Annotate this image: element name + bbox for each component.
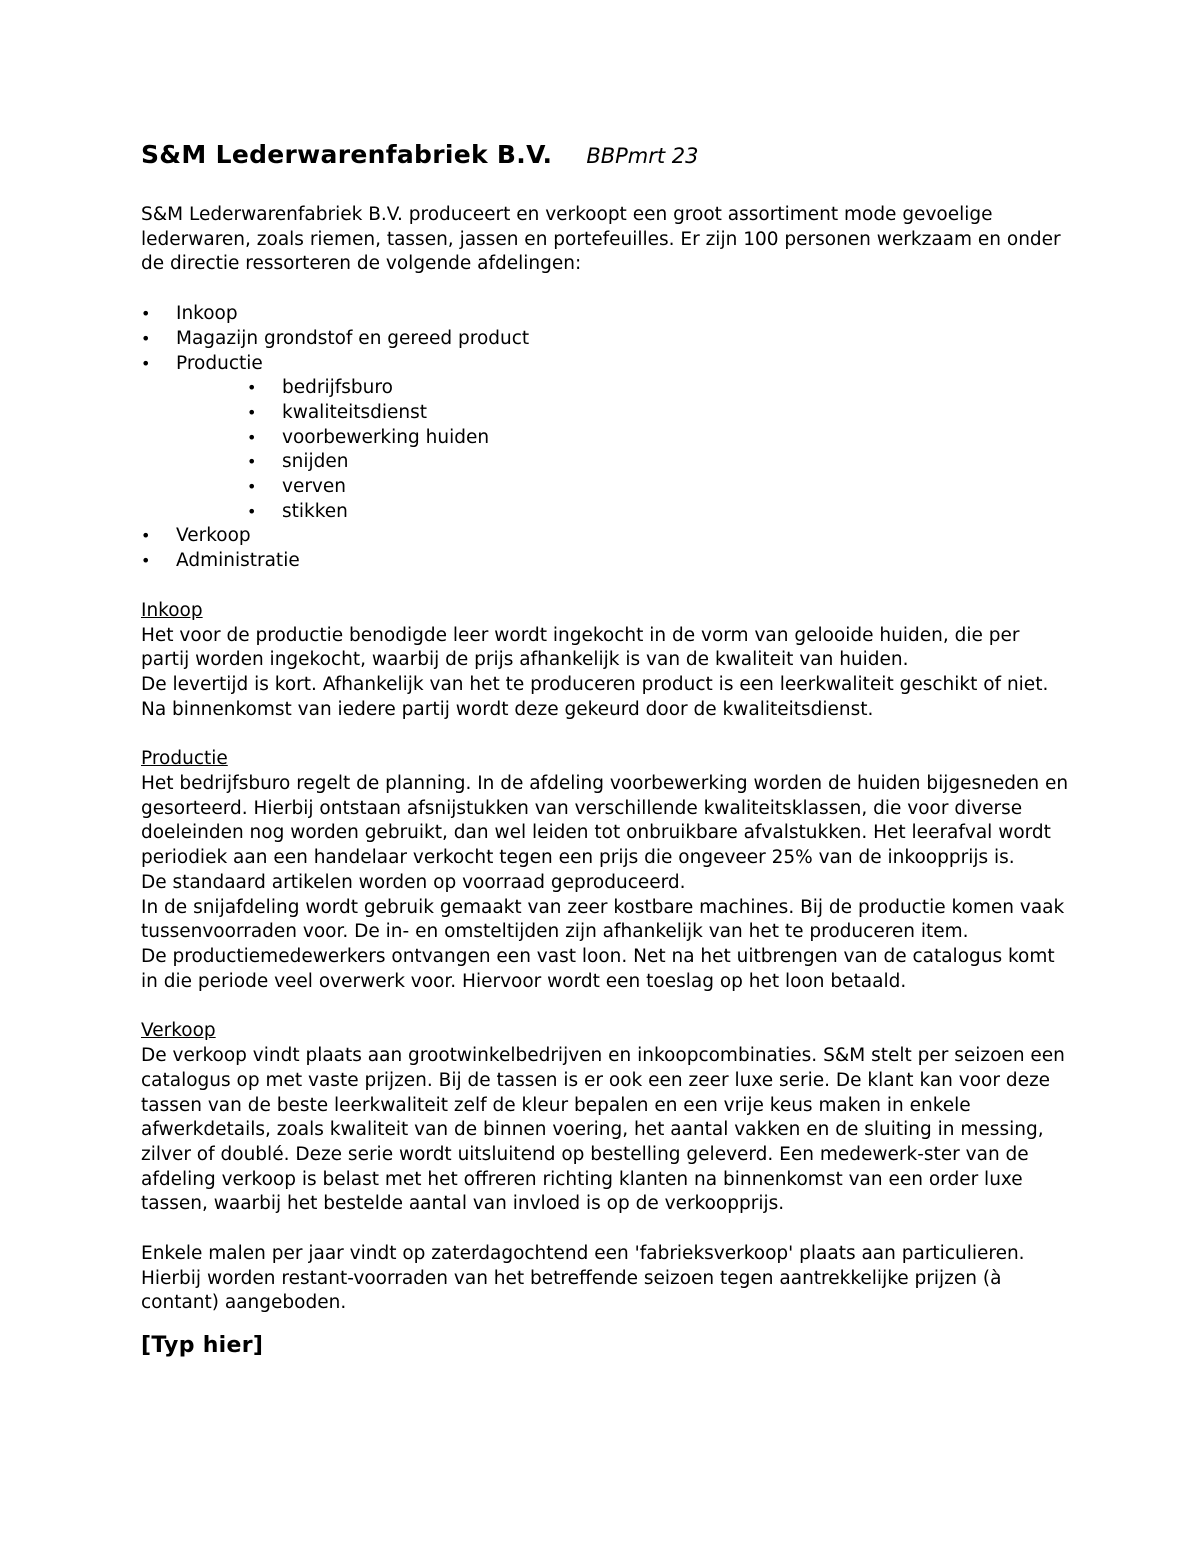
bullet-icon: • [247, 452, 257, 472]
sub-list-item [176, 401, 1071, 426]
document-page [141, 140, 1071, 1359]
paragraph: De verkoop vindt plaats aan grootwinkelbedrijven en inkoopcombinaties. S&M stelt per seizoen een catalogus op met vaste prijzen. Bij de tassen is er ook een zeer luxe serie. De klant kan voor deze tassen van de beste leerkwaliteit zelf de kleur bepalen en een vrije keus maken in enkele afwerkdetails, zoals kwaliteit van de binnen voering, het aantal vakken en de sluiting in messing, zilver of doublé. Deze serie wordt uitsluitend op bestelling geleverd. Een medewerk-ster van de afdeling verkoop is belast met het offreren richting klanten na binnenkomst van een order luxe tassen, waarbij het bestelde aantal van invloed is op de verkoopprijs. [141, 1045, 1065, 1215]
paragraph: De levertijd is kort. Afhankelijk van het te produceren product is een leerkwaliteit geschikt of niet. Na binnenkomst van iedere partij wordt deze gekeurd door de kwaliteitsdienst. [141, 673, 1049, 720]
bullet-icon: • [247, 378, 257, 398]
department-label: Administratie [176, 550, 300, 572]
bullet-icon: • [141, 551, 151, 571]
department-label: Magazijn grondstof en gereed product [176, 327, 530, 349]
bullet-icon: • [141, 304, 151, 324]
paragraph: Enkele malen per jaar vindt op zaterdagochtend een 'fabrieksverkoop' plaats aan particulieren. Hierbij worden restant-voorraden van het betreffende seizoen tegen aantrekkelijke prijzen (à contant) aangeboden. [141, 1243, 1025, 1314]
sub-list-item [176, 450, 1071, 475]
bullet-icon: • [141, 353, 151, 373]
document-code: BBPmrt 23 [586, 144, 699, 168]
department-label: Verkoop [176, 525, 251, 547]
document-title: S&M Lederwarenfabriek B.V. [141, 140, 553, 169]
subdepartment-label: bedrijfsburo [282, 377, 393, 399]
subdepartment-label: verven [282, 476, 346, 498]
bullet-icon: • [141, 526, 151, 546]
bullet-icon: • [247, 402, 257, 422]
bullet-icon: • [141, 328, 151, 348]
list-item [141, 524, 1071, 549]
section-heading: Verkoop [141, 1020, 216, 1042]
paragraph: De standaard artikelen worden op voorraad geproduceerd. [141, 871, 686, 893]
list-item [141, 352, 1071, 525]
paragraph: Het voor de productie benodigde leer wordt ingekocht in de vorm van gelooide huiden, die per partij worden ingekocht, waarbij de prijs afhankelijk is van de kwaliteit van huiden. [141, 624, 1020, 671]
bullet-icon: • [247, 427, 257, 447]
section-inkoop [141, 599, 1071, 723]
sub-list-item [176, 426, 1071, 451]
list-item [141, 549, 1071, 574]
subdepartment-label: stikken [282, 500, 348, 522]
sub-list-item [176, 475, 1071, 500]
section-heading: Productie [141, 748, 228, 770]
production-subdepartment-list [176, 376, 1071, 524]
list-item [141, 327, 1071, 352]
subdepartment-label: voorbewerking huiden [282, 426, 490, 448]
intro-paragraph: S&M Lederwarenfabriek B.V. produceert en verkoopt een groot assortiment mode gevoelige lederwaren, zoals riemen, tassen, jassen en portefeuilles. Er zijn 100 personen werkzaam en onder de directie ressorteren de volgende afdelingen: [141, 204, 1061, 275]
sub-list-item [176, 376, 1071, 401]
sub-list-item [176, 500, 1071, 525]
section-heading: Inkoop [141, 599, 203, 621]
footer-placeholder[interactable]: [Typ hier] [141, 1333, 264, 1359]
bullet-icon: • [247, 477, 257, 497]
bullet-icon: • [247, 501, 257, 521]
title-row [141, 140, 1071, 169]
section-verkoop [141, 1019, 1071, 1316]
paragraph: In de snijafdeling wordt gebruik gemaakt van zeer kostbare machines. Bij de productie komen vaak tussenvoorraden voor. De in- en omsteltijden zijn afhankelijk van het te produceren item. [141, 896, 1065, 943]
department-label: Productie [176, 352, 263, 374]
list-item [141, 302, 1071, 327]
section-productie [141, 747, 1071, 994]
subdepartment-label: kwaliteitsdienst [282, 401, 428, 423]
department-label: Inkoop [176, 303, 238, 325]
subdepartment-label: snijden [282, 451, 349, 473]
paragraph: Het bedrijfsburo regelt de planning. In de afdeling voorbewerking worden de huiden bijgesneden en gesorteerd. Hierbij ontstaan afsnijstukken van verschillende kwaliteitsklassen, die voor diverse doeleinden nog worden gebruikt, dan wel leiden tot onbruikbare afvalstukken. Het leerafval wordt periodiek aan een handelaar verkocht tegen een prijs die ongeveer 25% van de inkoopprijs is. [141, 773, 1069, 869]
paragraph: De productiemedewerkers ontvangen een vast loon. Net na het uitbrengen van de catalogus komt in die periode veel overwerk voor. Hiervoor wordt een toeslag op het loon betaald. [141, 945, 1055, 992]
department-list [141, 302, 1071, 574]
